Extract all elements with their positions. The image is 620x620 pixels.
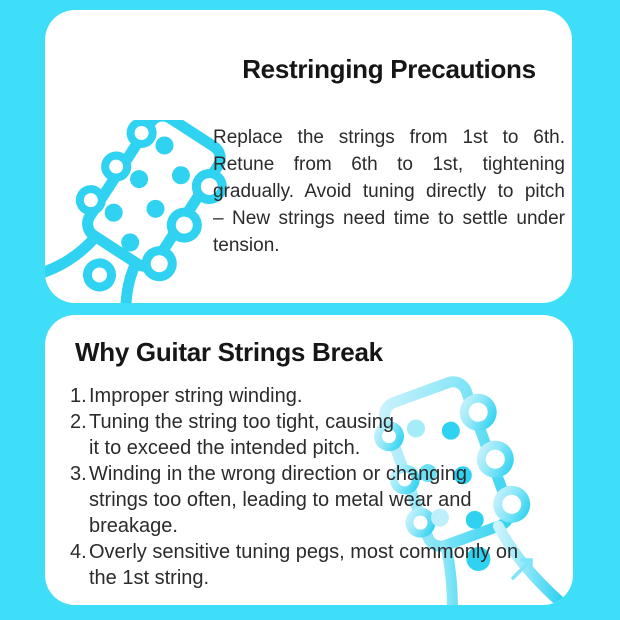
- paragraph-line: Replace the strings from 1st to 6th.: [213, 127, 565, 148]
- list-item: [70, 409, 560, 461]
- precautions-paragraph: [213, 124, 565, 259]
- item-text: the 1st string.: [89, 567, 210, 589]
- card-title: Why Guitar Strings Break: [75, 337, 383, 367]
- item-text: Improper string winding.: [89, 385, 303, 407]
- item-text: Winding in the wrong direction or changing: [89, 463, 467, 485]
- card-restringing-precautions: [45, 10, 572, 303]
- card-why-guitar-strings-break: [45, 315, 573, 605]
- item-text: strings too often, leading to metal wear and: [89, 489, 472, 511]
- card-title: Restringing Precautions: [242, 54, 536, 84]
- list-item: [70, 539, 560, 591]
- item-number: 3.: [70, 463, 87, 485]
- item-text: Overly sensitive tuning pegs, most commonly on: [89, 541, 519, 563]
- paragraph-line: Retune from 6th to 1st, tightening: [213, 154, 565, 175]
- item-number: 1.: [70, 385, 87, 407]
- paragraph-line: – New strings need time to settle under: [213, 208, 565, 229]
- break-reasons-list: [70, 383, 560, 591]
- item-text: Tuning the string too tight, causing: [89, 411, 394, 433]
- item-text: it to exceed the intended pitch.: [89, 437, 361, 459]
- paragraph-line: tension.: [213, 235, 280, 256]
- paragraph-line: gradually. Avoid tuning directly to pitch: [213, 181, 565, 202]
- item-text: breakage.: [89, 515, 178, 537]
- item-number: 4.: [70, 541, 87, 563]
- list-item: [70, 383, 560, 409]
- item-number: 2.: [70, 411, 87, 433]
- list-item: [70, 461, 560, 539]
